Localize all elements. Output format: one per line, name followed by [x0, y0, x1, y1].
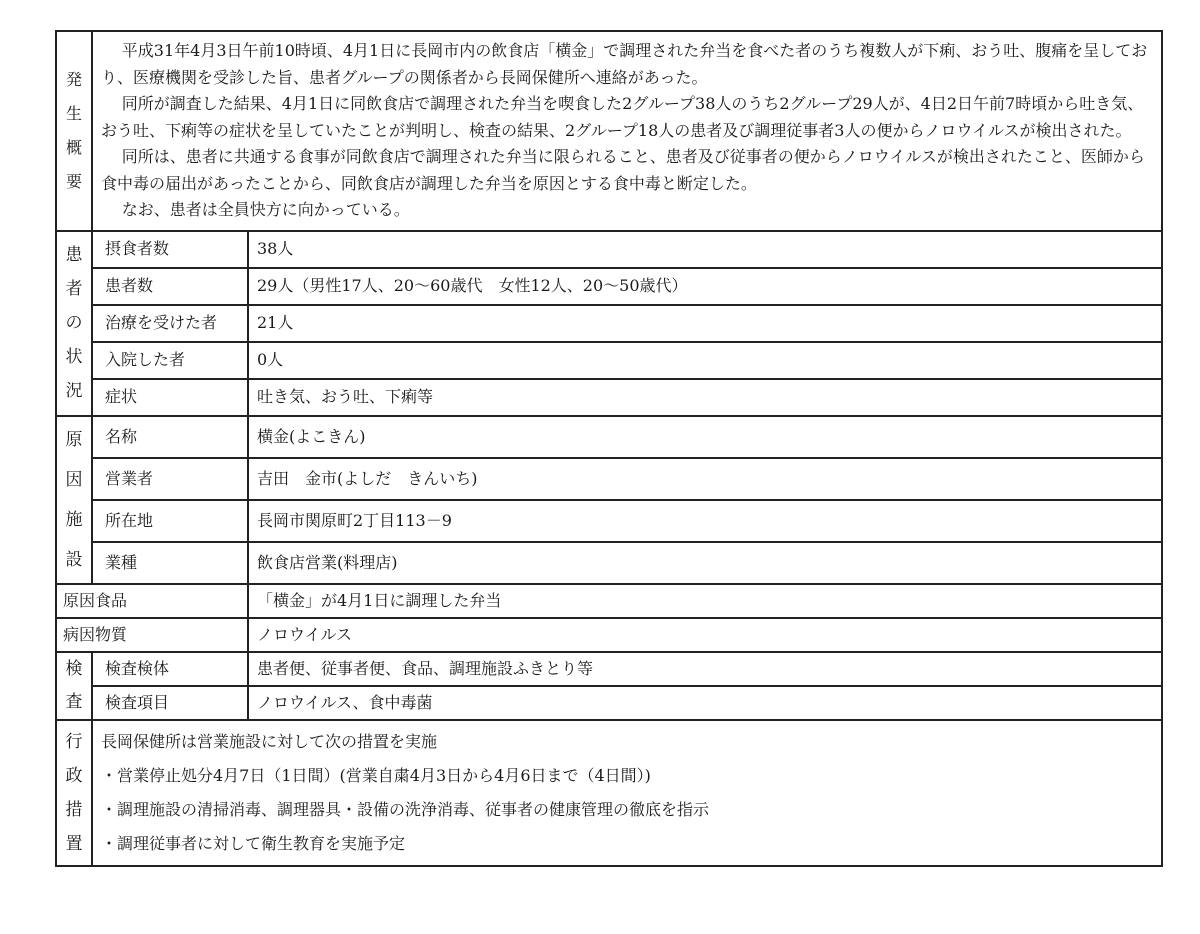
actions-heading-chars: [57, 725, 91, 861]
summary-row: [56, 31, 1162, 231]
inspection-label-items: 検査項目: [92, 686, 248, 720]
patients-label-symptoms: 症状: [92, 379, 248, 416]
patients-heading-chars: [57, 238, 91, 408]
facility-value-operator: 吉田 金市(よしだ きんいち): [248, 458, 1162, 500]
patients-label-treated: 治療を受けた者: [92, 305, 248, 342]
facility-row-operator: [56, 458, 1162, 500]
summary-heading: [56, 31, 92, 231]
vertical-heading-char: 検: [65, 658, 83, 679]
actions-line-1: 長岡保健所は営業施設に対して次の措置を実施: [101, 731, 438, 751]
vertical-heading-char: 施: [65, 509, 83, 530]
inspection-heading-chars: [57, 653, 91, 719]
patients-value-symptoms: 吐き気、おう吐、下痢等: [248, 379, 1162, 416]
vertical-heading-char: 因: [65, 469, 83, 490]
actions-row: [56, 720, 1162, 866]
vertical-heading-char: 措: [65, 799, 83, 820]
patients-value-eaters: 38人: [248, 231, 1162, 268]
food-poisoning-report-table: [55, 30, 1163, 867]
actions-body: [92, 720, 1162, 866]
pathogen-row: [56, 618, 1162, 652]
vertical-heading-char: 原: [65, 429, 83, 450]
actions-line-3: ・調理施設の清掃消毒、調理器具・設備の洗浄消毒、従事者の健康管理の徹底を指示: [101, 799, 710, 819]
patients-row-count: [56, 268, 1162, 305]
facility-value-name: 横金(よこきん): [248, 416, 1162, 458]
facility-label-business: 業種: [92, 542, 248, 584]
inspection-row-samples: [56, 652, 1162, 686]
vertical-heading-char: 行: [65, 731, 83, 752]
facility-value-address: 長岡市関原町2丁目113－9: [248, 500, 1162, 542]
cause-food-label: 原因食品: [56, 584, 248, 618]
vertical-heading-char: 発: [65, 69, 82, 89]
facility-row-name: [56, 416, 1162, 458]
patients-label-hospitalized: 入院した者: [92, 342, 248, 379]
vertical-heading-char: 患: [65, 245, 83, 265]
cause-food-value: 「横金」が4月1日に調理した弁当: [248, 584, 1162, 618]
patients-value-hospitalized: 0人: [248, 342, 1162, 379]
summary-heading-chars: [65, 63, 83, 199]
facility-heading: [56, 416, 92, 584]
vertical-heading-char: 生: [65, 103, 82, 123]
actions-line-2: ・営業停止処分4月7日（1日間）(営業自粛4月3日から4月6日まで（4日間）): [101, 765, 651, 785]
vertical-heading-char: の: [65, 313, 83, 333]
vertical-heading-char: 況: [65, 381, 83, 401]
vertical-heading-char: 概: [65, 137, 82, 157]
vertical-heading-char: 設: [65, 549, 83, 570]
facility-row-address: [56, 500, 1162, 542]
inspection-heading: [56, 652, 92, 720]
facility-value-business: 飲食店営業(料理店): [248, 542, 1162, 584]
inspection-label-samples: 検査検体: [92, 652, 248, 686]
actions-heading: [56, 720, 92, 866]
inspection-row-items: [56, 686, 1162, 720]
summary-body: [92, 31, 1162, 231]
facility-heading-chars: [57, 420, 91, 580]
summary-paragraph-4: なお、患者は全員快方に向かっている。: [121, 200, 410, 219]
patients-value-treated: 21人: [248, 305, 1162, 342]
patients-label-eaters: 摂食者数: [92, 231, 248, 268]
facility-label-name: 名称: [92, 416, 248, 458]
inspection-value-items: ノロウイルス、食中毒菌: [248, 686, 1162, 720]
vertical-heading-char: 政: [65, 765, 83, 786]
vertical-heading-char: 要: [65, 171, 82, 191]
vertical-heading-char: 査: [65, 691, 83, 712]
vertical-heading-char: 置: [65, 833, 83, 854]
vertical-heading-char: 状: [65, 347, 83, 367]
patients-label-count: 患者数: [92, 268, 248, 305]
facility-label-operator: 営業者: [92, 458, 248, 500]
pathogen-value: ノロウイルス: [248, 618, 1162, 652]
summary-paragraph-3: 同所は、患者に共通する食事が同飲食店で調理された弁当に限られること、患者及び従事者の便からノロウイルスが検出されたこと、医師から食中毒の届出があったことから、同飲食店が調理した弁当を原因とする食中毒と断定した。: [101, 147, 1145, 193]
patients-row-symptoms: [56, 379, 1162, 416]
facility-row-business: [56, 542, 1162, 584]
summary-paragraph-1: 平成31年4月3日午前10時頃、4月1日に長岡市内の飲食店「横金」で調理された弁当を食べた者のうち複数人が下痢、おう吐、腹痛を呈しており、医療機関を受診した旨、患者グループの関係者から長岡保健所へ連絡があった。: [101, 41, 1148, 87]
patients-value-count: 29人（男性17人、20～60歳代 女性12人、20～50歳代）: [248, 268, 1162, 305]
facility-label-address: 所在地: [92, 500, 248, 542]
inspection-value-samples: 患者便、従事者便、食品、調理施設ふきとり等: [248, 652, 1162, 686]
actions-line-4: ・調理従事者に対して衛生教育を実施予定: [101, 833, 406, 853]
summary-paragraph-2: 同所が調査した結果、4月1日に同飲食店で調理された弁当を喫食した2グループ38人のうち2グループ29人が、4日2日午前7時頃から吐き気、おう吐、下痢等の症状を呈していたことが判明し、検査の結果、2グループ18人の患者及び調理従事者3人の便からノロウイルスが検出された。: [101, 94, 1144, 140]
patients-row-eaters: [56, 231, 1162, 268]
vertical-heading-char: 者: [65, 279, 83, 299]
patients-heading: [56, 231, 92, 416]
patients-row-treated: [56, 305, 1162, 342]
cause-food-row: [56, 584, 1162, 618]
pathogen-label: 病因物質: [56, 618, 248, 652]
patients-row-hospitalized: [56, 342, 1162, 379]
